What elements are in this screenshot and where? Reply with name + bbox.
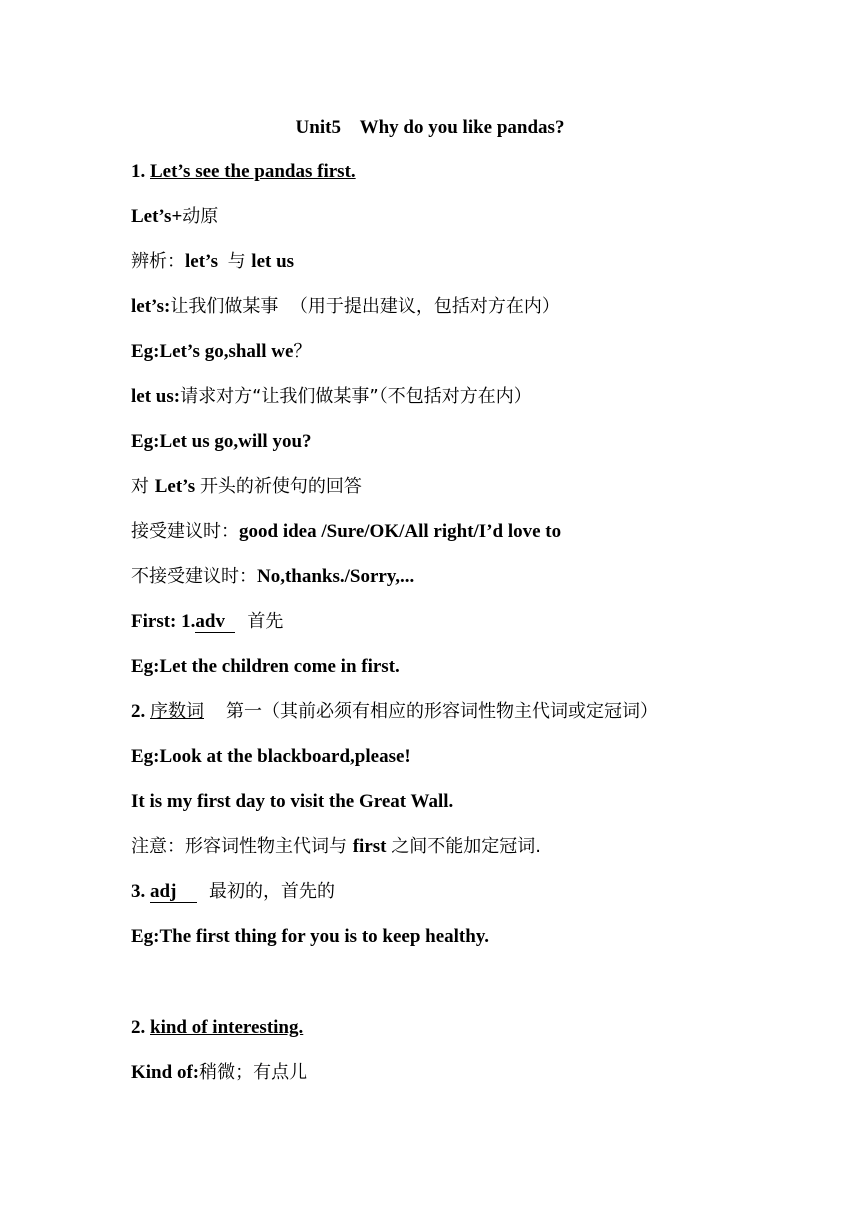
- text-run: 与: [227, 251, 252, 272]
- section-phrase: Let’s see the pandas first.: [150, 161, 356, 182]
- text-run: 3.: [131, 881, 150, 902]
- text-run: 请求对方“让我们做某事”（不包括对方在内）: [180, 386, 532, 407]
- text-run: 首先: [247, 611, 284, 632]
- text-line: [131, 880, 335, 904]
- section-phrase: kind of interesting.: [150, 1017, 304, 1038]
- text-run: 开头的祈使句的回答: [199, 476, 362, 497]
- section-2-heading: [131, 1016, 303, 1040]
- text-run: Kind of:: [131, 1062, 200, 1083]
- text-run: 最初的，首先的: [209, 881, 335, 902]
- example-line: Eg:Let us go,will you?: [131, 431, 312, 452]
- text-run: First: 1.: [131, 611, 196, 632]
- text-run: let us:: [131, 386, 181, 407]
- text-line: [131, 520, 561, 544]
- text-line: [131, 475, 362, 499]
- text-line: [131, 565, 414, 589]
- text-run: first: [352, 836, 392, 857]
- text-run: let’s: [185, 251, 228, 272]
- text-run: Eg:Let’s go,shall we: [131, 341, 294, 362]
- text-run: let’s:: [131, 296, 171, 317]
- text-run: ？: [293, 341, 312, 362]
- text-run: let us: [251, 251, 295, 272]
- text-run: No,thanks./Sorry,...: [257, 566, 415, 587]
- section-number: 2.: [131, 1017, 150, 1038]
- text-line: [131, 250, 294, 274]
- text-line: [131, 700, 658, 724]
- section-number: 1.: [131, 161, 150, 182]
- text-run: Let’s: [154, 476, 200, 497]
- part-of-speech: adv: [195, 612, 235, 633]
- example-line: [131, 340, 311, 364]
- example-line: Eg:Look at the blackboard,please!: [131, 746, 411, 767]
- text-line: [131, 610, 283, 634]
- text-run: 稍微；有点儿: [199, 1062, 308, 1083]
- text-run: 2.: [131, 701, 150, 722]
- section-1-heading: [131, 160, 356, 184]
- page-title: Unit5 Why do you like pandas?: [295, 117, 565, 138]
- text-line: [131, 1061, 307, 1085]
- text-line: [131, 295, 560, 319]
- text-run: 第一（其前必须有相应的形容词性物主代词或定冠词）: [226, 701, 658, 722]
- text-line: [131, 385, 532, 409]
- text-run: 让我们做某事 （用于提出建议，包括对方在内）: [170, 296, 560, 317]
- text-run: good idea /Sure/OK/All right/I’d love to: [239, 521, 562, 542]
- text-run: 对: [131, 476, 155, 497]
- example-line: Eg:Let the children come in first.: [131, 656, 400, 677]
- example-line: It is my first day to visit the Great Wall.: [131, 791, 454, 812]
- text-line: [131, 835, 541, 859]
- text-run: Let’s+: [131, 206, 183, 227]
- part-of-speech: adj: [150, 882, 197, 903]
- text-line: [131, 205, 218, 229]
- text-run: 不接受建议时：: [131, 566, 257, 587]
- text-run: 接受建议时：: [131, 521, 239, 542]
- part-of-speech: 序数词: [150, 701, 204, 722]
- text-run: 之间不能加定冠词.: [391, 836, 541, 857]
- text-run: 动原: [182, 206, 219, 227]
- text-run: 辨析：: [131, 251, 185, 272]
- text-run: 注意：形容词性物主代词与: [131, 836, 353, 857]
- example-line: Eg:The first thing for you is to keep healthy.: [131, 926, 490, 947]
